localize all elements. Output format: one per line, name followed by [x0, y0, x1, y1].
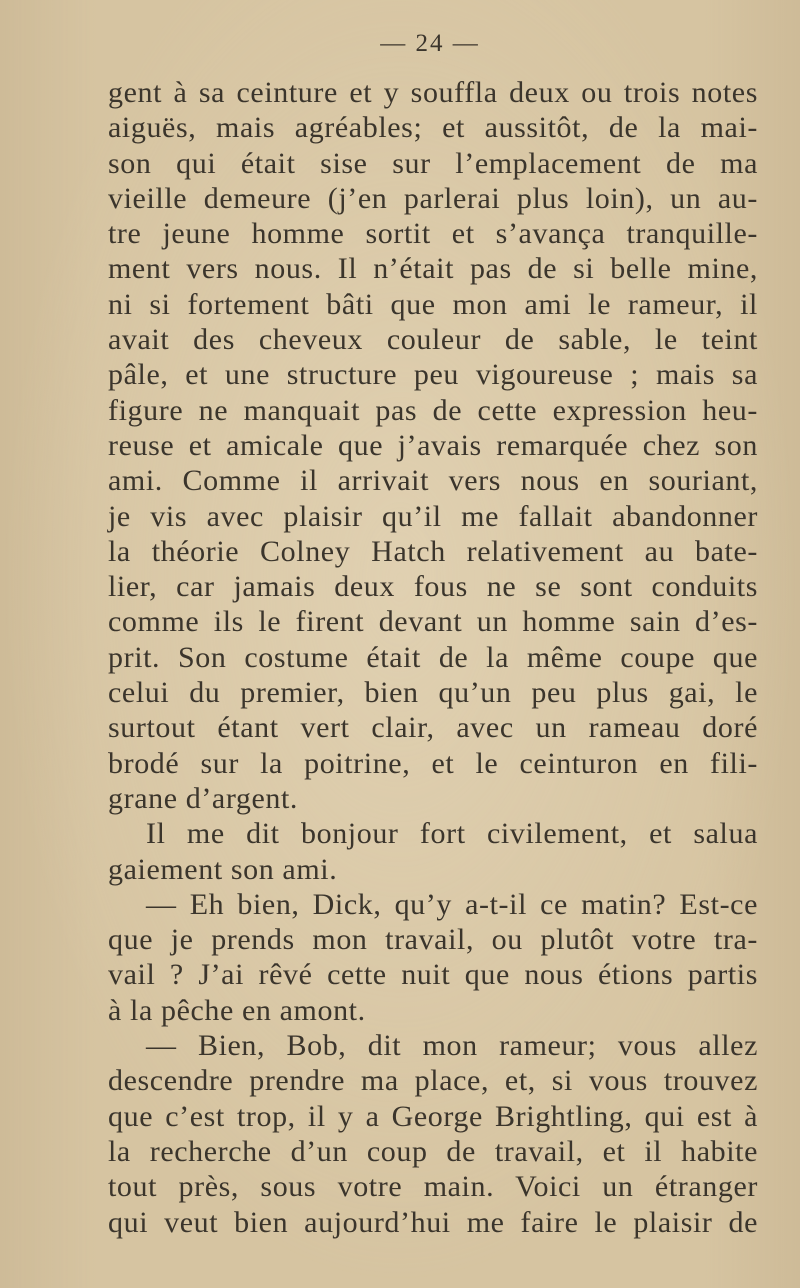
text-line: lier, car jamais deux fous ne se sont conduits [108, 570, 758, 604]
text-line: que je prends mon travail, ou plutôt votre tra- [108, 923, 758, 957]
text-line: comme ils le firent devant un homme sain d’es- [108, 605, 758, 639]
text-line: figure ne manquait pas de cette expression heu- [108, 393, 758, 427]
text-line: gent à sa ceinture et y souffla deux ou trois notes [108, 76, 758, 109]
text-line: la recherche d’un coup de travail, et il habite [108, 1134, 758, 1168]
text-line: son qui était sise sur l’emplacement de ma [108, 146, 758, 180]
text-line: ment vers nous. Il n’était pas de si belle mine, [108, 252, 758, 286]
text-line: avait des cheveux couleur de sable, le teint [108, 323, 758, 357]
text-line: pâle, et une structure peu vigoureuse ; mais sa [108, 358, 758, 392]
text-line: Il me dit bonjour fort civilement, et salua [146, 817, 758, 851]
text-line: la théorie Colney Hatch relativement au bate- [108, 534, 758, 568]
text-line: — Eh bien, Dick, qu’y a-t-il ce matin? Est-ce [146, 887, 758, 921]
text-line: vieille demeure (j’en parlerai plus loin), un au- [108, 181, 758, 215]
text-line: que c’est trop, il y a George Brightling, qui est à [108, 1099, 758, 1133]
text-line: tout près, sous votre main. Voici un étranger [108, 1170, 758, 1204]
text-line: je vis avec plaisir qu’il me fallait abandonner [108, 499, 758, 533]
text-line: descendre prendre ma place, et, si vous trouvez [108, 1064, 758, 1098]
text-line: celui du premier, bien qu’un peu plus gai, le [108, 676, 758, 710]
text-line: tre jeune homme sortit et s’avança tranquille- [108, 217, 758, 251]
text-line: — Bien, Bob, dit mon rameur; vous allez [146, 1029, 758, 1063]
text-line: prit. Son costume était de la même coupe que [108, 640, 758, 674]
text-line: aiguës, mais agréables; et aussitôt, de la mai- [108, 111, 758, 145]
text-line: qui veut bien aujourd’hui me faire le plaisir de [108, 1205, 758, 1239]
text-line: à la pêche en amont. [108, 993, 366, 1027]
text-line: surtout étant vert clair, avec un rameau doré [108, 711, 758, 745]
text-line: reuse et amicale que j’avais remarquée chez son [108, 428, 758, 462]
page-number: — 24 — [380, 30, 480, 57]
text-line: vail ? J’ai rêvé cette nuit que nous étions partis [108, 958, 758, 992]
text-line: brodé sur la poitrine, et le ceinturon en fili- [108, 746, 758, 780]
text-line: ami. Comme il arrivait vers nous en souriant, [108, 464, 758, 498]
text-line: ni si fortement bâti que mon ami le rameur, il [108, 287, 758, 321]
body-text [108, 75, 758, 1240]
text-line: grane d’argent. [108, 781, 299, 815]
text-line: gaiement son ami. [108, 852, 338, 886]
